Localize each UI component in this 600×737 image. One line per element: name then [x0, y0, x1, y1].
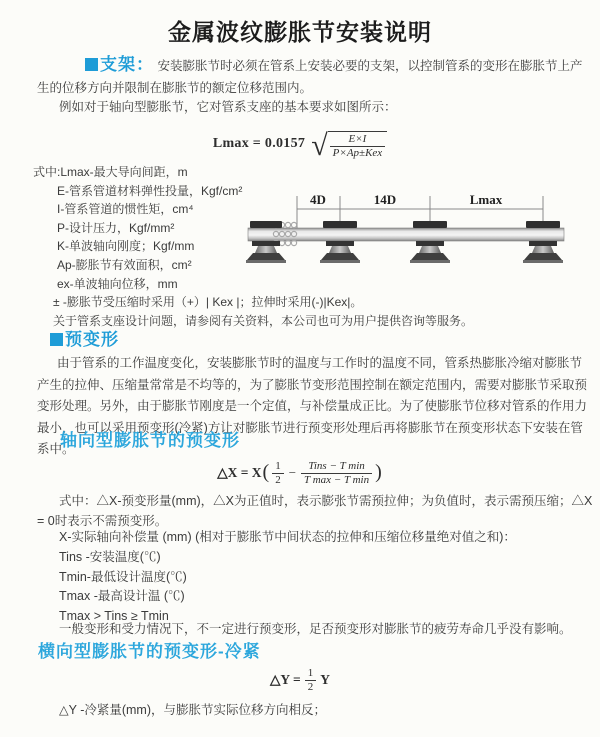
definition-item: 式中:Lmax-最大导向间距，m	[33, 165, 188, 179]
lateral-formula-rhs: Y	[320, 672, 330, 687]
pipe	[248, 228, 564, 241]
lateral-frac-num: 1	[305, 667, 317, 681]
definition-item: Ap-膨胀节有效面积，cm²	[57, 257, 192, 272]
minus-sign: −	[288, 465, 297, 480]
axial-formula-lhs: △X = X	[217, 465, 262, 480]
support-section	[37, 54, 594, 99]
definition-item: E-管系管道材料弹性投量，Kgf/cm²	[57, 183, 243, 198]
axial-item: Tmin-最低设计温度(℃)	[59, 569, 187, 584]
definition-item: I-管系管道的惯性矩，cm⁴	[57, 202, 194, 217]
axial-closing-paragraph	[37, 619, 594, 641]
axial-items-list	[37, 528, 594, 627]
support-example-paragraph	[37, 97, 594, 119]
axial-note-text: 式中：△X-预变形量(mm)，△X为正值时，表示膨张节需预拉伸；为负值时，表示需预压缩；△X = 0时表示不需预变形。	[37, 494, 593, 528]
dim-label-14d: 14D	[373, 192, 397, 207]
support-intro-text: 安装膨胀节时必须在管系上安装必要的支架，以控制管系的变形在膨胀节上产生的位移方向并限制在膨胀节的额定位移范围内。	[37, 59, 583, 95]
lmax-formula-numerator: E×I	[330, 133, 386, 147]
lateral-formula-lhs: △Y =	[270, 672, 301, 687]
lateral-formula	[0, 664, 600, 696]
axial-item: Tmax > Tins ≥ Tmin	[59, 609, 169, 624]
dim-label-lmax: Lmax	[469, 192, 503, 207]
axial-formula	[0, 456, 600, 490]
lmax-radicand	[328, 131, 388, 160]
preform-body-text: 由于管系的工作温度变化，安装膨胀节时的温度与工作时的温度不同，管系热膨胀冷缩对膨胀节产生的拉伸、压缩量常常是不均等的，为了膨胀节变形范围控制在额定范围内，需要对膨胀节采取预变形处理。另外，由于膨胀节刚度是一个定值，与补偿量成正比。为了使膨胀节位移对管系的作用力最小，也可以采用预变形(冷紧)方让对膨胀节进行预变形处理后再将膨胀节在预变形状态下安装在管系中。	[37, 356, 588, 457]
definition-item: P-设计压力，Kgf/mm²	[57, 220, 175, 235]
lmax-formula-denominator: P×Ap±Kex	[332, 147, 383, 159]
lateral-note-paragraph	[37, 700, 594, 722]
lateral-heading-label: 横向型膨胀节的预变形-冷紧	[38, 642, 261, 661]
axial-frac1-den: 2	[275, 473, 281, 486]
axial-closing-text: 一般变形和受力情况下，不一定进行预变形，足否预变形对膨胀节的疲劳寿命几乎没有影响。	[59, 622, 572, 636]
axial-frac2-num: Tins − T min	[301, 460, 372, 474]
axial-frac1-num: 1	[272, 460, 284, 474]
pipe-support	[523, 221, 563, 263]
axial-heading-label: 轴向型膨胀节的预变形	[60, 431, 240, 450]
preform-section-heading	[50, 329, 119, 353]
axial-note-paragraph	[37, 492, 594, 531]
radical-sign: √	[311, 129, 328, 162]
section-heading-support	[85, 55, 154, 74]
definition-item: ± -膨胀节受压缩时采用（+）| Kex |；拉伸时采用(-)|Kex|。	[53, 295, 363, 310]
support-heading-label: 支架：	[100, 55, 154, 74]
lateral-section-heading	[38, 641, 261, 665]
axial-item: Tmax -最高设计温 (℃)	[59, 589, 185, 604]
pipe-support	[410, 221, 450, 263]
preform-heading-label: 预变形	[65, 330, 119, 349]
axial-frac2-den: T max − T min	[304, 473, 370, 486]
pipe-support	[320, 221, 360, 263]
axial-item: X-实际轴向补偿量 (mm) (相对于膨胀节中间状态的拉伸和压缩位移量绝对值之和)：	[59, 530, 516, 544]
open-paren: (	[262, 460, 270, 483]
pipe-support	[246, 221, 286, 263]
lateral-frac-den: 2	[307, 680, 314, 693]
pipe-support-diagram	[246, 190, 568, 273]
consultation-note: 关于管系支座设计问题，请参阅有关资料，本公司也可为用户提供咨询等服务。	[53, 313, 474, 328]
page-title: 金属波纹膨胀节安装说明	[168, 19, 432, 45]
axial-section-heading	[60, 430, 240, 454]
lateral-note-text: △Y -冷紧量(mm)，与膨胀节实际位移方向相反；	[59, 703, 327, 717]
blue-square-icon	[85, 58, 98, 71]
axial-item: Tins -安装温度(℃)	[59, 549, 161, 564]
blue-square-icon	[50, 333, 63, 346]
lmax-formula-lhs: Lmax = 0.0157	[212, 136, 306, 151]
support-example-text: 例如对于轴向型膨胀节，它对管系支座的基本要求如图所示：	[59, 100, 397, 114]
close-paren: )	[375, 460, 382, 483]
definition-item: K-单波轴向刚度；Kgf/mm	[57, 239, 195, 254]
definition-item: ex-单波轴向位移，mm	[57, 276, 178, 291]
dim-label-4d: 4D	[310, 192, 326, 207]
pipe-diagram-svg	[246, 190, 568, 268]
lmax-formula	[0, 124, 600, 164]
